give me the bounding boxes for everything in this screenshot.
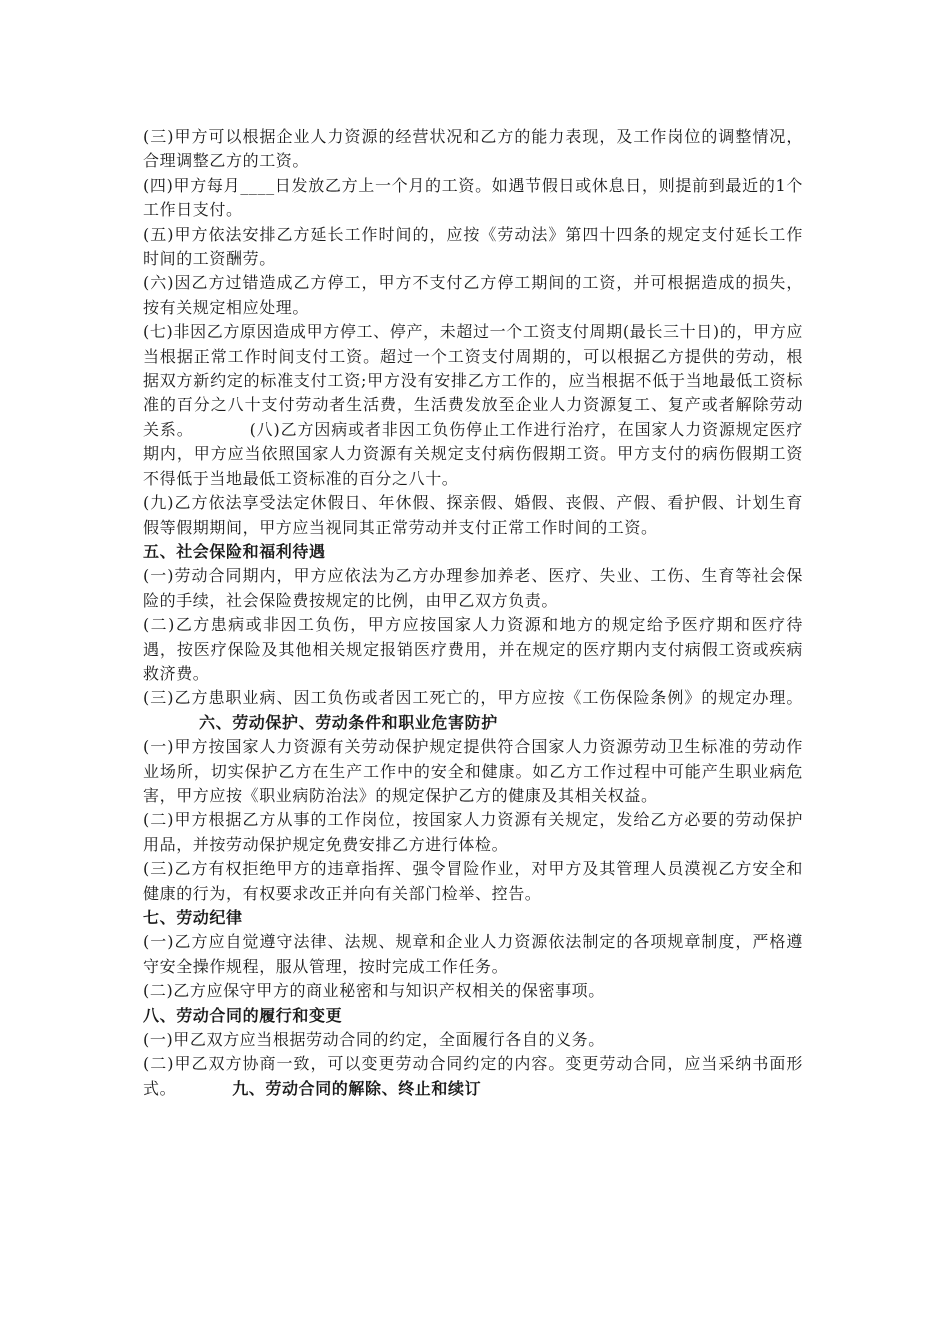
paragraph-confidentiality: (二)乙方应保守甲方的商业秘密和与知识产权相关的保密事项。 [143,981,605,1001]
document-page [143,125,803,1101]
section-heading-contract-performance: 八、劳动合同的履行和变更 [143,1005,343,1025]
paragraph-work-injury-text: (三)乙方患职业病、因工负伤或者因工死亡的，甲方应按《工伤保险条例》的规定办理。 [143,688,803,708]
paragraph-protective-equipment: (二)甲方根据乙方从事的工作岗位，按国家人力资源有关规定，发给乙方必要的劳动保护用品，并按劳动保护规定免费安排乙方进行体检。 [143,810,803,854]
paragraph-nonfault-stoppage-text: (七)非因乙方原因造成甲方停工、停产，未超过一个工资支付周期(最长三十日)的，甲方应当根据正常工作时间支付工资。超过一个工资支付周期的，可以根据乙方提供的劳动，根据双方新约定的标准支付工资;甲方没有安排乙方工作的，应当根据不低于当地最低工资标准的百分之八十支付劳动者生活费，生活费发放至企业人力资源复工、复产或者解除劳动关系。 [143,322,803,439]
paragraph-work-injury [143,686,803,735]
paragraph-wage-adjustment: (三)甲方可以根据企业人力资源的经营状况和乙方的能力表现，及工作岗位的调整情况，合理调整乙方的工资。 [143,127,803,171]
section-heading-labor-discipline: 七、劳动纪律 [143,908,243,927]
paragraph-follow-rules: (一)乙方应自觉遵守法律、法规、规章和企业人力资源依法制定的各项规章制度，严格遵守安全操作规程，服从管理，按时完成工作任务。 [143,932,803,976]
section-heading-social-insurance: 五、社会保险和福利待遇 [143,541,326,561]
paragraph-nonfault-stoppage [143,320,803,491]
paragraph-wage-payday: (四)甲方每月____日发放乙方上一个月的工资。如遇节假日或休息日，则提前到最近的1个工作日支付。 [143,175,803,220]
paragraph-contract-change-text: (二)甲乙双方协商一致，可以变更劳动合同约定的内容。变更劳动合同，应当采纳书面形式。 [143,1054,803,1098]
paragraph-fault-stoppage: (六)因乙方过错造成乙方停工，甲方不支付乙方停工期间的工资，并可根据造成的损失，按有关规定相应处理。 [143,273,803,317]
paragraph-refuse-unsafe-orders: (三)乙方有权拒绝甲方的违章指挥、强令冒险作业，对甲方及其管理人员漠视乙方安全和健康的行为，有权要求改正并向有关部门检举、控告。 [143,859,803,903]
paragraph-perform-obligations: (一)甲乙双方应当根据劳动合同的约定，全面履行各自的义务。 [143,1030,605,1050]
paragraph-medical-period: (二)乙方患病或非因工负伤，甲方应按国家人力资源和地方的规定给予医疗期和医疗待遇，按医疗保险及其他相关规定报销医疗费用，并在规定的医疗期内支付病假工资或疾病救济费。 [143,615,803,683]
paragraph-statutory-leave: (九)乙方依法享受法定休假日、年休假、探亲假、婚假、丧假、产假、看护假、计划生育假等假期期间，甲方应当视同其正常劳动并支付正常工作时间的工资。 [143,493,803,537]
paragraph-sick-leave-pay: (八)乙方因病或者非因工负伤停止工作进行治疗，在国家人力资源规定医疗期内，甲方应当依照国家人力资源有关规定支付病伤假期工资。甲方支付的病伤假期工资不得低于当地最低工资标准的百分之八十。 [143,419,803,488]
section-heading-labor-protection: 六、劳动保护、劳动条件和职业危害防护 [199,712,498,732]
paragraph-insurance-enrollment: (一)劳动合同期内，甲方应依法为乙方办理参加养老、医疗、失业、工伤、生育等社会保险的手续，社会保险费按规定的比例，由甲乙双方负责。 [143,566,803,610]
paragraph-contract-change [143,1052,803,1101]
section-heading-contract-termination: 九、劳动合同的解除、终止和续订 [232,1078,482,1098]
paragraph-overtime-pay: (五)甲方依法安排乙方延长工作时间的，应按《劳动法》第四十四条的规定支付延长工作时间的工资酬劳。 [143,224,803,269]
paragraph-workplace-safety: (一)甲方按国家人力资源有关劳动保护规定提供符合国家人力资源劳动卫生标准的劳动作业场所，切实保护乙方在生产工作中的安全和健康。如乙方工作过程中可能产生职业病危害，甲方应按《职业病防治法》的规定保护乙方的健康及其相关权益。 [143,737,803,805]
